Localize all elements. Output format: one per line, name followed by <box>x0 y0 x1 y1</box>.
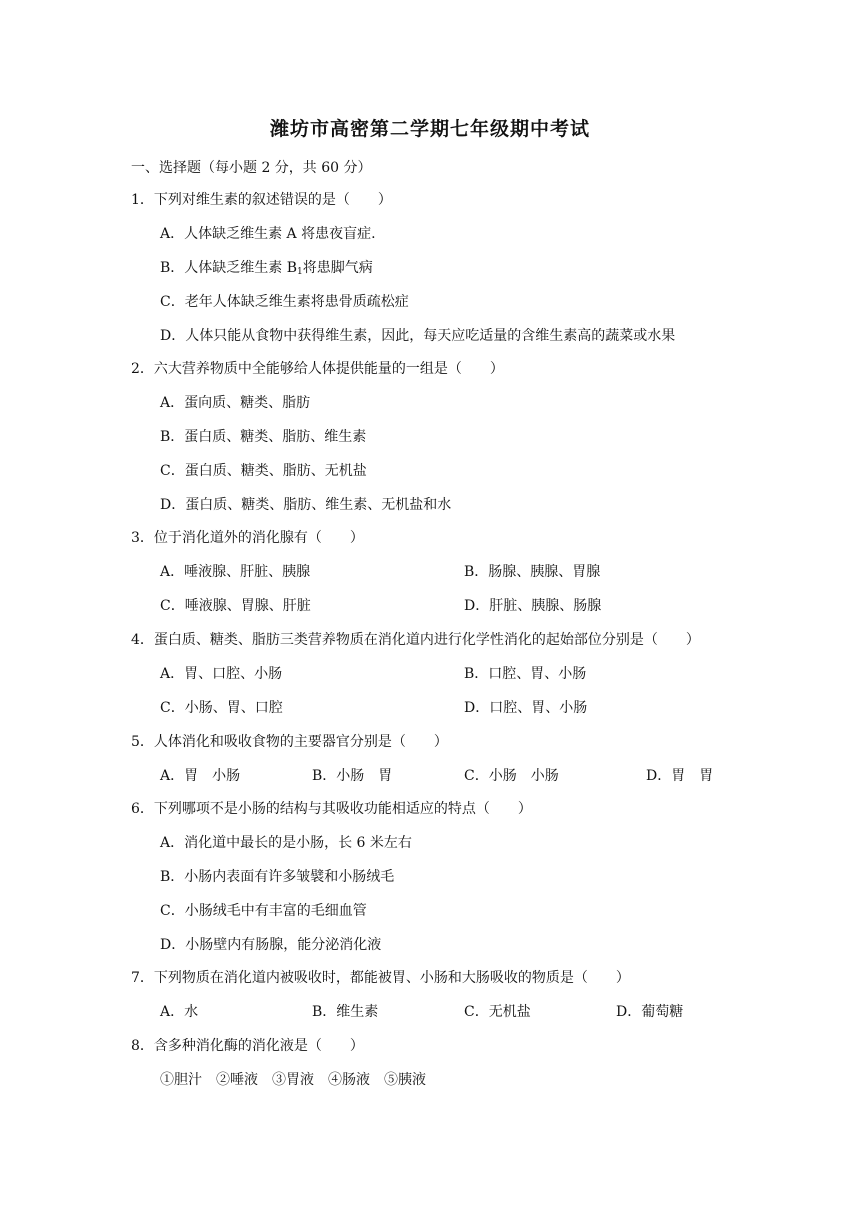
question-2-stem: 2．六大营养物质中全能够给人体提供能量的一组是（ ） <box>131 361 504 377</box>
question-3-option-d: D．肝脏、胰腺、肠腺 <box>464 598 602 614</box>
question-5-stem: 5．人体消化和吸收食物的主要器官分别是（ ） <box>131 734 448 750</box>
question-6-option-d: D．小肠壁内有肠腺，能分泌消化液 <box>160 937 382 953</box>
question-3-option-a: A．唾液腺、肝脏、胰腺 <box>160 564 311 580</box>
question-7-option-c: C．无机盐 <box>464 1004 531 1020</box>
question-2-option-a: A．蛋向质、糖类、脂肪 <box>160 395 311 411</box>
question-5-option-c: C．小肠 小肠 <box>464 768 559 784</box>
question-1-option-b-text: B．人体缺乏维生素 B <box>160 260 298 276</box>
question-6-option-c: C．小肠绒毛中有丰富的毛细血管 <box>160 903 367 919</box>
exam-title: 潍坊市高密第二学期七年级期中考试 <box>269 118 590 140</box>
section-heading: 一、选择题（每小题 2 分，共 60 分） <box>131 160 372 176</box>
question-6-stem: 6．下列哪项不是小肠的结构与其吸收功能相适应的特点（ ） <box>131 801 532 817</box>
question-2-option-c: C．蛋白质、糖类、脂肪、无机盐 <box>160 463 367 479</box>
question-4-option-b: B．口腔、胃、小肠 <box>464 666 587 682</box>
question-5-option-b: B．小肠 胃 <box>312 768 393 784</box>
question-1-option-c: C．老年人体缺乏维生素将患骨质疏松症 <box>160 294 409 310</box>
question-4-option-d: D．口腔、胃、小肠 <box>464 700 588 716</box>
question-8-items: ①胆汁 ②唾液 ③胃液 ④肠液 ⑤胰液 <box>160 1072 426 1088</box>
question-4-option-c: C．小肠、胃、口腔 <box>160 700 283 716</box>
question-7-stem: 7．下列物质在消化道内被吸收时，都能被胃、小肠和大肠吸收的物质是（ ） <box>131 970 630 986</box>
question-7-option-b: B．维生素 <box>312 1004 379 1020</box>
question-4-option-a: A．胃、口腔、小肠 <box>160 666 283 682</box>
question-7-option-d: D．葡萄糖 <box>616 1004 684 1020</box>
question-8-stem: 8．含多种消化酶的消化液是（ ） <box>131 1038 364 1054</box>
question-2-option-b: B．蛋白质、糖类、脂肪、维生素 <box>160 429 367 445</box>
question-6-option-b: B．小肠内表面有许多皱襞和小肠绒毛 <box>160 869 395 885</box>
question-5-option-d: D．胃 胃 <box>646 768 714 784</box>
question-1-option-d: D．人体只能从食物中获得维生素，因此，每天应吃适量的含维生素高的蔬菜或水果 <box>160 328 676 344</box>
question-1-option-b-subscript: 1 <box>297 267 303 277</box>
question-1-option-a: A．人体缺乏维生素 A 将患夜盲症. <box>160 226 376 242</box>
question-5-option-a: A．胃 小肠 <box>160 768 241 784</box>
question-1-option-b-text-end: 将患脚气病 <box>302 260 373 276</box>
question-3-option-b: B．肠腺、胰腺、胃腺 <box>464 564 601 580</box>
question-2-option-d: D．蛋白质、糖类、脂肪、维生素、无机盐和水 <box>160 497 452 513</box>
question-3-stem: 3．位于消化道外的消化腺有（ ） <box>131 530 364 546</box>
question-3-option-c: C．唾液腺、胃腺、肝脏 <box>160 598 311 614</box>
question-7-option-a: A．水 <box>160 1004 199 1020</box>
question-1-stem: 1．下列对维生素的叙述错误的是（ ） <box>131 192 392 208</box>
question-6-option-a: A．消化道中最长的是小肠，长 6 米左右 <box>160 835 412 851</box>
question-1-option-b <box>160 258 373 282</box>
question-4-stem: 4．蛋白质、糖类、脂肪三类营养物质在消化道内进行化学性消化的起始部位分别是（ ） <box>131 632 700 648</box>
